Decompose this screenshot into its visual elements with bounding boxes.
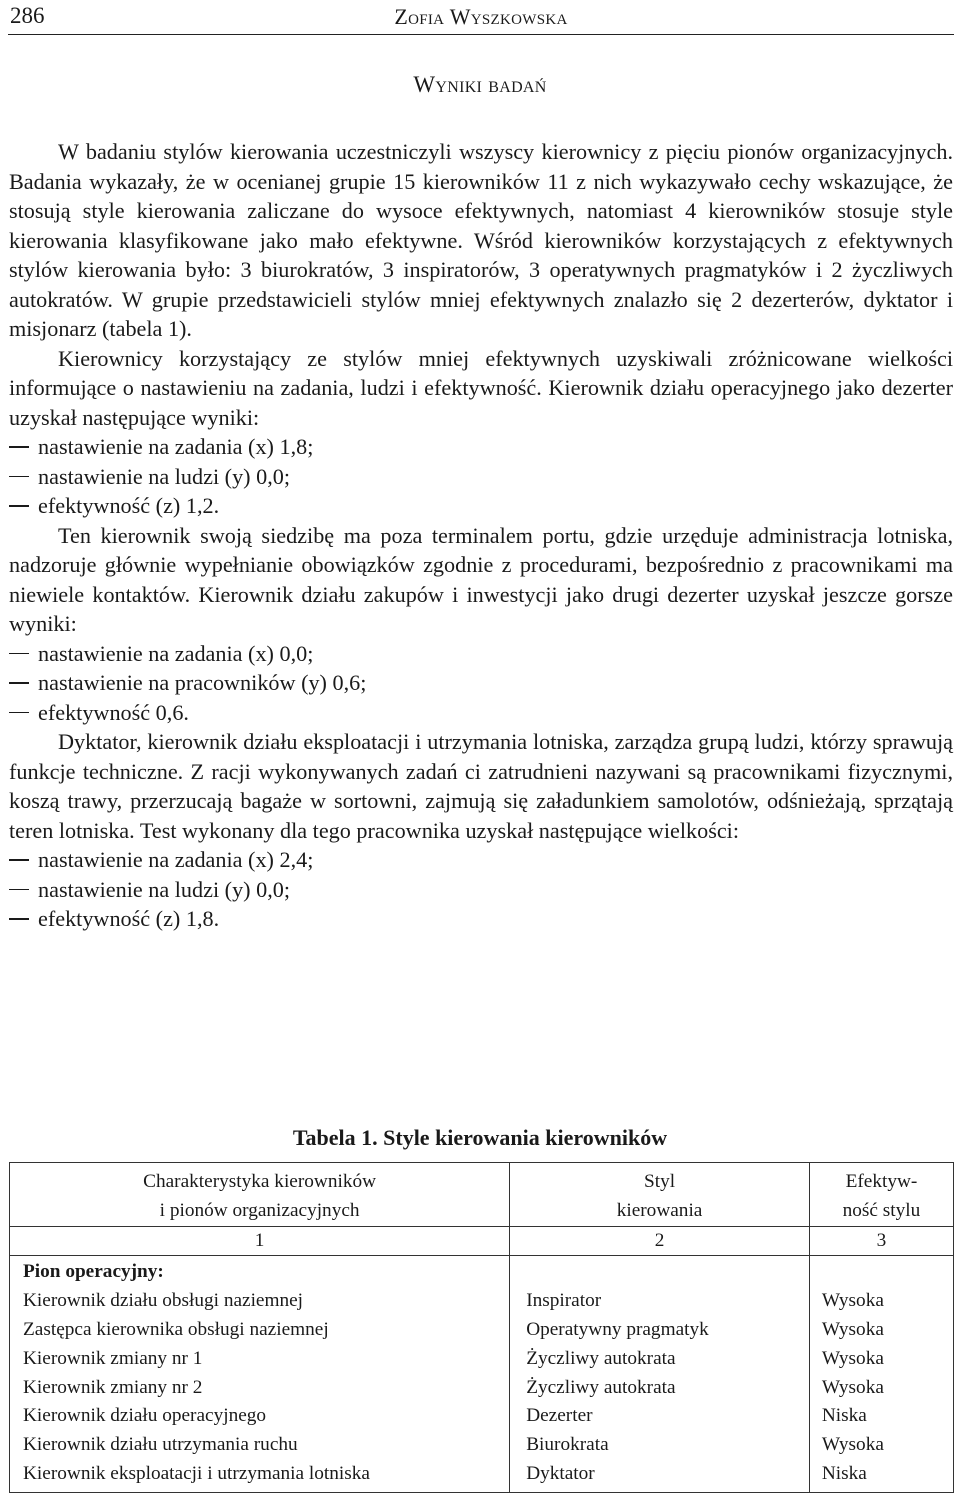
table-cell-name: Kierownik zmiany nr 2 <box>23 1376 203 1398</box>
dash-bullet-icon <box>9 446 29 448</box>
table-cell-effectiveness: Wysoka <box>821 1434 884 1456</box>
table-cell-style: Życzliwy autokrata <box>526 1376 676 1398</box>
dash-bullet-icon <box>9 712 29 714</box>
table-cell-effectiveness: Wysoka <box>821 1289 884 1311</box>
paragraph-1: W badaniu stylów kierowania uczestniczyli wszyscy kierownicy z pięciu pionów organizacyjnych. Badania wykazały, że w ocenianej grupie 15 kierowników 11 z nich wykazywało cechy wskazujące, że stosują style kierowania zaliczane do wysoce efektywnych, natomiast 4 kierowników stosuje style kierowania klasyfikowane jako mało efektywne. Wśród kierowników korzystających z efektywnych stylów kierowania było: 3 biurokratów, 3 inspiratorów, 3 operatywnych pragmatyków i 2 życzliwych autokratów. W grupie przedstawicieli stylów mniej efektywnych znalazło się 2 dezerterów, dyktator i misjonarz (tabela 1). <box>9 139 953 341</box>
list-item: nastawienie na pracowników (y) 0,6; <box>9 668 953 698</box>
dash-bullet-icon <box>9 505 29 507</box>
dash-bullet-icon <box>9 653 29 655</box>
list-item: nastawienie na zadania (x) 1,8; <box>9 432 953 462</box>
table-cell-effectiveness: Niska <box>821 1463 867 1485</box>
column-number: 2 <box>510 1227 810 1256</box>
column-number: 1 <box>10 1227 510 1256</box>
list-item: efektywność 0,6. <box>9 698 953 728</box>
dash-bullet-icon <box>9 918 29 920</box>
page-header <box>8 0 954 35</box>
table-caption: Tabela 1. Style kierowania kierowników <box>292 1125 668 1150</box>
list-item: efektywność (z) 1,2. <box>9 491 953 521</box>
table-cell-name: Zastępca kierownika obsługi naziemnej <box>23 1318 329 1340</box>
list-item: nastawienie na ludzi (y) 0,0; <box>9 875 953 905</box>
header-style: Styl kierowania <box>510 1163 810 1227</box>
dash-bullet-icon <box>9 889 29 891</box>
list-item: nastawienie na zadania (x) 2,4; <box>9 845 953 875</box>
styles-column <box>510 1256 810 1493</box>
table-cell-effectiveness: Niska <box>821 1405 867 1427</box>
table-cell-style: Biurokrata <box>526 1434 609 1456</box>
table-cell-name: Kierownik eksploatacji i utrzymania lotniska <box>23 1463 370 1485</box>
table-cell-name: Kierownik zmiany nr 1 <box>23 1347 203 1369</box>
paragraph-3: Ten kierownik swoją siedzibę ma poza terminalem portu, gdzie urzęduje administracja lotniska, nadzoruje głównie wypełnianie obowiązków zgodnie z procedurami, bezpośrednio z pracownikami ma niewiele kontaktów. Kierownik działu zakupów i inwestycji jako drugi dezerter uzyskał jeszcze gorsze wyniki: <box>9 522 953 636</box>
paragraph-2: Kierownicy korzystający ze stylów mniej efektywnych uzyskiwali zróżnicowane wielkości informujące o nastawieniu na zadania, ludzi i efektywność. Kierownik działu operacyjnego jako dezerter uzyskał następujące wyniki: <box>9 345 953 430</box>
section-title: Wyniki badań <box>413 72 547 97</box>
header-characteristics: Charakterystyka kierowników i pionów organizacyjnych <box>10 1163 510 1227</box>
table-cell-style: Życzliwy autokrata <box>526 1347 676 1369</box>
list-item: efektywność (z) 1,8. <box>9 904 953 934</box>
column-number: 3 <box>809 1227 953 1256</box>
table-cell-name: Kierownik działu obsługi naziemnej <box>23 1289 304 1311</box>
table-body-row <box>10 1256 954 1493</box>
article-body <box>9 137 953 934</box>
management-styles-table <box>9 1162 954 1493</box>
table-cell-style: Operatywny pragmatyk <box>526 1318 709 1340</box>
results-list-3 <box>9 845 953 934</box>
table-cell-style: Dezerter <box>526 1405 593 1427</box>
effectiveness-column <box>809 1256 953 1493</box>
column-number-row <box>10 1227 954 1256</box>
table-cell-style: Inspirator <box>526 1289 602 1311</box>
list-item: nastawienie na ludzi (y) 0,0; <box>9 462 953 492</box>
list-item: nastawienie na zadania (x) 0,0; <box>9 639 953 669</box>
header-effectiveness: Efektyw- ność stylu <box>809 1163 953 1227</box>
page-number: 286 <box>10 3 45 28</box>
table-cell-effectiveness: Wysoka <box>821 1318 884 1340</box>
group-label: Pion operacyjny: <box>23 1261 164 1282</box>
dash-bullet-icon <box>9 476 29 478</box>
names-column <box>10 1256 510 1493</box>
dash-bullet-icon <box>9 682 29 684</box>
running-head-author: Zofia Wyszkowska <box>394 4 568 29</box>
table-cell-name: Kierownik działu utrzymania ruchu <box>23 1434 298 1456</box>
table-cell-effectiveness: Wysoka <box>821 1347 884 1369</box>
paragraph-4: Dyktator, kierownik działu eksploatacji i utrzymania lotniska, zarządza grupą ludzi, którzy sprawują funkcje techniczne. Z racji wykonywanych zadań ci zatrudnieni nazywani są pracownikami fizycznymi, koszą trawy, przerzucają bagaże w sortowni, zajmują się załadunkiem samolotów, odśnieżają, sprzątają teren lotniska. Test wykonany dla tego pracownika uzyskał następujące wielkości: <box>9 729 953 843</box>
results-list-1 <box>9 432 953 521</box>
table-cell-style: Dyktator <box>526 1463 595 1485</box>
results-list-2 <box>9 639 953 728</box>
dash-bullet-icon <box>9 859 29 861</box>
table-cell-effectiveness: Wysoka <box>821 1376 884 1398</box>
table-cell-name: Kierownik działu operacyjnego <box>23 1405 267 1427</box>
